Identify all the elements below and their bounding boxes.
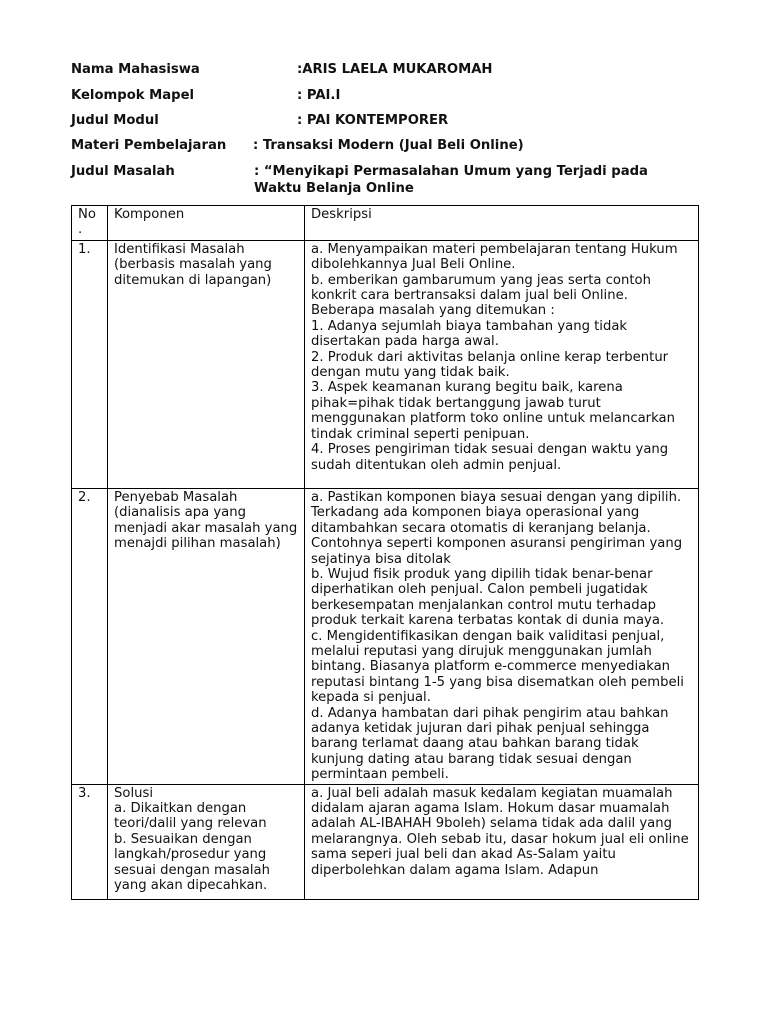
cell-no: 2. xyxy=(72,488,108,784)
cell-komponen: Solusi a. Dikaitkan dengan teori/dalil yang relevan b. Sesuaikan dengan langkah/prosedur yang sesuai dengan masalah yang akan dipecahkan. xyxy=(108,784,305,900)
column-header-no: No . xyxy=(72,206,108,241)
table-row xyxy=(72,784,699,900)
value-materi-pembelajaran: : Transaksi Modern (Jual Beli Online) xyxy=(253,138,524,153)
value-judul-masalah: : “Menyikapi Permasalahan Umum yang Terjadi pada Waktu Belanja Online xyxy=(254,164,648,196)
label-judul-modul: Judul Modul xyxy=(71,113,159,128)
label-nama-mahasiswa: Nama Mahasiswa xyxy=(71,62,200,77)
cell-deskripsi: a. Pastikan komponen biaya sesuai dengan yang dipilih. Terkadang ada komponen biaya operasional yang ditambahkan secara otomatis di keranjang belanja. Contohnya seperti komponen asuransi pengiriman yang sejatinya bisa ditolak b. Wujud fisik produk yang dipilih tidak benar-benar diperhatikan oleh penjual. Calon pembeli jugatidak berkesempatan menjalankan control mutu terhadap produk terkait karena terbatas kontak di dunia maya. c. Mengidentifikasikan dengan baik validitasi penjual, melalui reputasi yang dirujuk menggunakan jumlah bintang. Biasanya platform e-commerce menyediakan reputasi bintang 1-5 yang bisa disematkan oleh pembeli kepada si penjual. d. Adanya hambatan dari pihak pengirim atau bahkan adanya ketidak jujuran dari pihak penjual sehingga barang terlamat daang atau bahkan barang tidak kunjung dating atau barang tidak sesuai dengan permintaan pembeli. xyxy=(305,488,699,784)
label-kelompok-mapel: Kelompok Mapel xyxy=(71,88,195,103)
column-header-deskripsi: Deskripsi xyxy=(305,206,699,241)
cell-komponen: Penyebab Masalah (dianalisis apa yang menjadi akar masalah yang menajdi pilihan masalah) xyxy=(108,488,305,784)
table-row xyxy=(72,240,699,488)
table-header-row xyxy=(72,206,699,241)
cell-no: 1. xyxy=(72,240,108,488)
label-materi-pembelajaran: Materi Pembelajaran xyxy=(71,138,227,153)
cell-no: 3. xyxy=(72,784,108,900)
cell-deskripsi: a. Menyampaikan materi pembelajaran tentang Hukum dibolehkannya Jual Beli Online. b. emberikan gambarumum yang jeas serta contoh konkrit cara bertransaksi dalam jual beli Online. Beberapa masalah yang ditemukan : 1. Adanya sejumlah biaya tambahan yang tidak disertakan pada harga awal. 2. Produk dari aktivitas belanja online kerap terbentur dengan mutu yang tidak baik. 3. Aspek keamanan kurang begitu baik, karena pihak=pihak tidak bertanggung jawab turut menggunakan platform toko online untuk melancarkan tindak criminal seperti penipuan. 4. Proses pengiriman tidak sesuai dengan waktu yang sudah ditentukan oleh admin penjual. xyxy=(305,240,699,488)
column-header-komponen: Komponen xyxy=(108,206,305,241)
value-kelompok-mapel: : PAI.I xyxy=(297,88,341,103)
value-nama-mahasiswa: :ARIS LAELA MUKAROMAH xyxy=(297,62,493,77)
problem-analysis-table xyxy=(71,205,699,900)
cell-deskripsi: a. Jual beli adalah masuk kedalam kegiatan muamalah didalam ajaran agama Islam. Hokum dasar muamalah adalah AL-IBAHAH 9boleh) selama tidak ada dalil yang melarangnya. Oleh sebab itu, dasar hokum jual eli online sama seperi jual beli dan akad As-Salam yaitu diperbolehkan dalam agama Islam. Adapun xyxy=(305,784,699,900)
label-judul-masalah: Judul Masalah xyxy=(71,164,175,179)
table-row xyxy=(72,488,699,784)
value-judul-modul: : PAI KONTEMPORER xyxy=(297,113,449,128)
cell-komponen: Identifikasi Masalah (berbasis masalah yang ditemukan di lapangan) xyxy=(108,240,305,488)
